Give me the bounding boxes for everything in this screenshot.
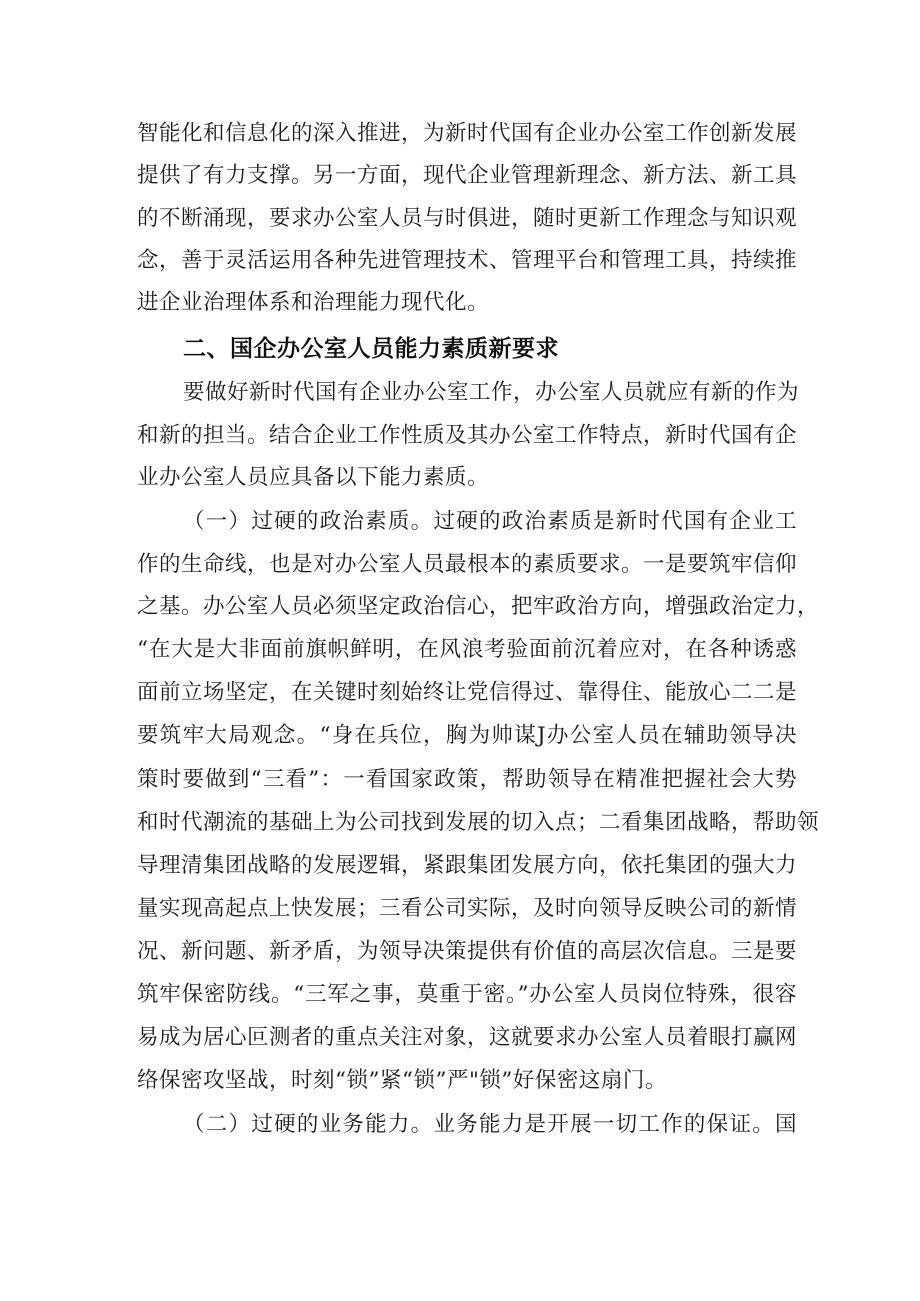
paragraph-3-line-9: 导理清集团战略的发展逻辑，紧跟集团发展方向，依托集团的强大力 bbox=[137, 853, 798, 878]
paragraph-3-line-8: 和时代潮流的基础上为公司找到发展的切入点；二看集团战略，帮助领 bbox=[137, 810, 820, 835]
paragraph-2-line-3: 业办公室人员应具备以下能力素质。 bbox=[137, 465, 490, 490]
paragraph-4-line-1: （二）过硬的业务能力。业务能力是开展一切工作的保证。国 bbox=[183, 1112, 797, 1137]
paragraph-1-line-1: 智能化和信息化的深入推进，为新时代国有企业办公室工作创新发展 bbox=[137, 121, 798, 146]
paragraph-3-line-4: “在大是大非面前旗帜鲜明，在风浪考验面前沉着应对，在各种诱惑 bbox=[137, 637, 797, 662]
paragraph-1-line-5: 进企业治理体系和治理能力现代化。 bbox=[137, 290, 490, 315]
paragraph-3-line-13: 易成为居心叵测者的重点关注对象，这就要求办公室人员着眼打赢网 bbox=[137, 1025, 798, 1050]
paragraph-2-line-2: 和新的担当。结合企业工作性质及其办公室工作特点，新时代国有企 bbox=[137, 423, 798, 448]
paragraph-3-line-1: （一）过硬的政治素质。过硬的政治素质是新时代国有企业工 bbox=[183, 509, 797, 534]
paragraph-1-line-2: 提供了有力支撑。另一方面，现代企业管理新理念、新方法、新工具 bbox=[137, 163, 798, 188]
paragraph-3-line-7: 策时要做到“三看”：一看国家政策，帮助领导在精准把握社会大势 bbox=[137, 767, 797, 792]
section-heading: 二、国企办公室人员能力素质新要求 bbox=[183, 336, 559, 362]
paragraph-3-line-10: 量实现高起点上快发展；三看公司实际，及时向领导反映公司的新情 bbox=[137, 896, 798, 921]
paragraph-3-line-14: 络保密攻坚战，时刻“锁”紧“锁”严"锁”好保密这扇门。 bbox=[137, 1068, 667, 1093]
paragraph-1-line-4: 念，善于灵活运用各种先进管理技术、管理平台和管理工具，持续推 bbox=[137, 248, 798, 273]
paragraph-3-line-11: 况、新问题、新矛盾，为领导决策提供有价值的高层次信息。三是要 bbox=[137, 939, 798, 964]
paragraph-1-line-3: 的不断涌现，要求办公室人员与时俱进，随时更新工作理念与知识观 bbox=[137, 206, 798, 231]
paragraph-3-line-6: 要筑牢大局观念。“身在兵位，胸为帅谋J办公室人员在辅助领导决 bbox=[137, 723, 797, 748]
paragraph-3-line-5: 面前立场坚定，在关键时刻始终让党信得过、靠得住、能放心二二是 bbox=[137, 680, 798, 705]
paragraph-3-line-12: 筑牢保密防线。“三军之事，莫重于密。”办公室人员岗位特殊，很容 bbox=[137, 982, 797, 1007]
paragraph-3-line-2: 作的生命线，也是对办公室人员最根本的素质要求。一是要筑牢信仰 bbox=[137, 552, 798, 577]
paragraph-2-line-1: 要做好新时代国有企业办公室工作，办公室人员就应有新的作为 bbox=[183, 380, 800, 405]
paragraph-3-line-3: 之基。办公室人员必须坚定政治信心，把牢政治方向，增强政治定力， bbox=[137, 594, 820, 619]
